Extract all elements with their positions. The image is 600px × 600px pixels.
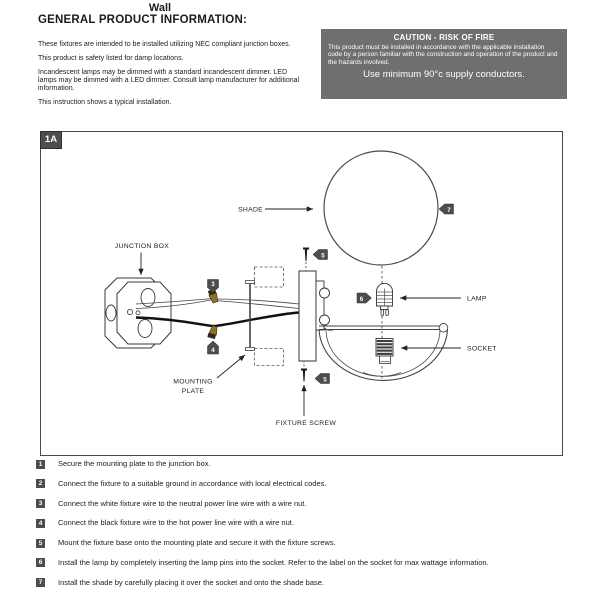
step-row-6 [36,558,570,568]
step-text: Connect the fixture to a suitable ground in accordance with local electrical codes. [58,478,327,488]
installation-steps-list [36,459,570,597]
intro-paragraph: This product is safety listed for damp locations. [38,54,184,62]
fixture-screw-label: FIXTURE SCREW [275,420,337,427]
intro-paragraphs [38,41,302,113]
step-row-1 [36,459,570,469]
caution-panel [321,29,567,99]
step-number-badge: 5 [36,539,45,548]
lamp-label: LAMP [467,295,487,303]
step-number-badge: 2 [36,479,45,488]
step-number-badge: 6 [36,558,45,567]
intro-paragraph: These fixtures are intended to be installed utilizing NEC compliant junction boxes. [38,41,291,48]
fixture-screw-bottom-icon [301,369,307,382]
callout-badge-6-number: 6 [359,295,364,303]
step-text: Mount the fixture base onto the mounting plate and secure it with the fixture screws. [58,538,336,548]
callout-badge-4 [208,341,219,354]
callout-badge-5-bottom-number: 5 [323,376,327,384]
shade-label: SHADE [238,206,263,214]
intro-paragraph: Incandescent lamps may be dimmed with a standard incandescent dimmer. LED lamps may be dimmed with a LED dimmer. Consult lamp manufacturer for additional information. [38,68,300,93]
caution-title: CAUTION - RISK OF FIRE [393,33,495,42]
callout-badge-4-number: 4 [211,347,215,354]
mounting-plate-label-line2: PLATE [181,388,205,395]
step-text: Install the shade by carefully placing it over the socket and onto the shade base. [58,577,325,587]
mounting-plate-drawing [246,281,255,352]
socket-drawing [376,339,393,364]
fixture-base-plate [299,271,316,361]
step-number-badge: 3 [36,499,45,508]
intro-paragraph: This instruction shows a typical installation. [38,98,172,106]
step-number-badge: 7 [36,578,45,587]
step-text: Install the lamp by completely inserting the lamp pins into the socket. Refer to the label on the socket for max wattage information. [58,557,489,567]
lamp-drawing [377,283,393,315]
step-text: Secure the mounting plate to the junction box. [58,459,211,468]
step-number-badge: 4 [36,519,45,528]
shade-circle [324,151,438,265]
step-text: Connect the white fixture wire to the neutral power line wire with a wire nut. [58,498,307,508]
step-text: Connect the black fixture wire to the hot power line wire with a wire nut. [58,518,294,528]
fixture-bracket [316,281,334,330]
step-row-2 [36,479,570,489]
mounting-plate-label-line1: MOUNTING [173,378,213,386]
section-heading: GENERAL PRODUCT INFORMATION: [38,14,247,26]
fixture-screw-top-icon [303,248,309,262]
step-row-7 [36,578,570,588]
callout-badge-7 [439,204,454,214]
junction-box-label: JUNCTION BOX [114,243,170,250]
step-number-badge: 1 [36,460,45,469]
socket-label: SOCKET [467,345,497,353]
callout-badge-5-top-number: 5 [321,252,325,260]
step-row-4 [36,518,570,528]
figure-label-badge: 1A [40,131,62,149]
callout-badge-5-top [313,250,328,260]
callout-badge-3-number: 3 [211,281,215,288]
wire-nut-hot [207,325,218,339]
callout-badge-7-number: 7 [447,206,451,214]
callout-badge-6 [357,293,372,303]
caution-body: This product must be installed in accordance with the applicable installation code by a person familiar with the construction and operation of the product and the hazards involved. [328,44,558,66]
step-row-3 [36,499,570,509]
junction-box-drawing [105,278,171,348]
caution-footer: Use minimum 90°c supply conductors. [363,68,525,80]
step-row-5 [36,538,570,548]
installation-diagram-panel [40,131,563,456]
mounting-plate-leader-arrow [217,355,245,378]
installation-diagram [41,132,562,455]
callout-badge-3 [208,280,219,293]
callout-badge-5-bottom [315,374,330,384]
page-title: Wall [148,2,172,14]
